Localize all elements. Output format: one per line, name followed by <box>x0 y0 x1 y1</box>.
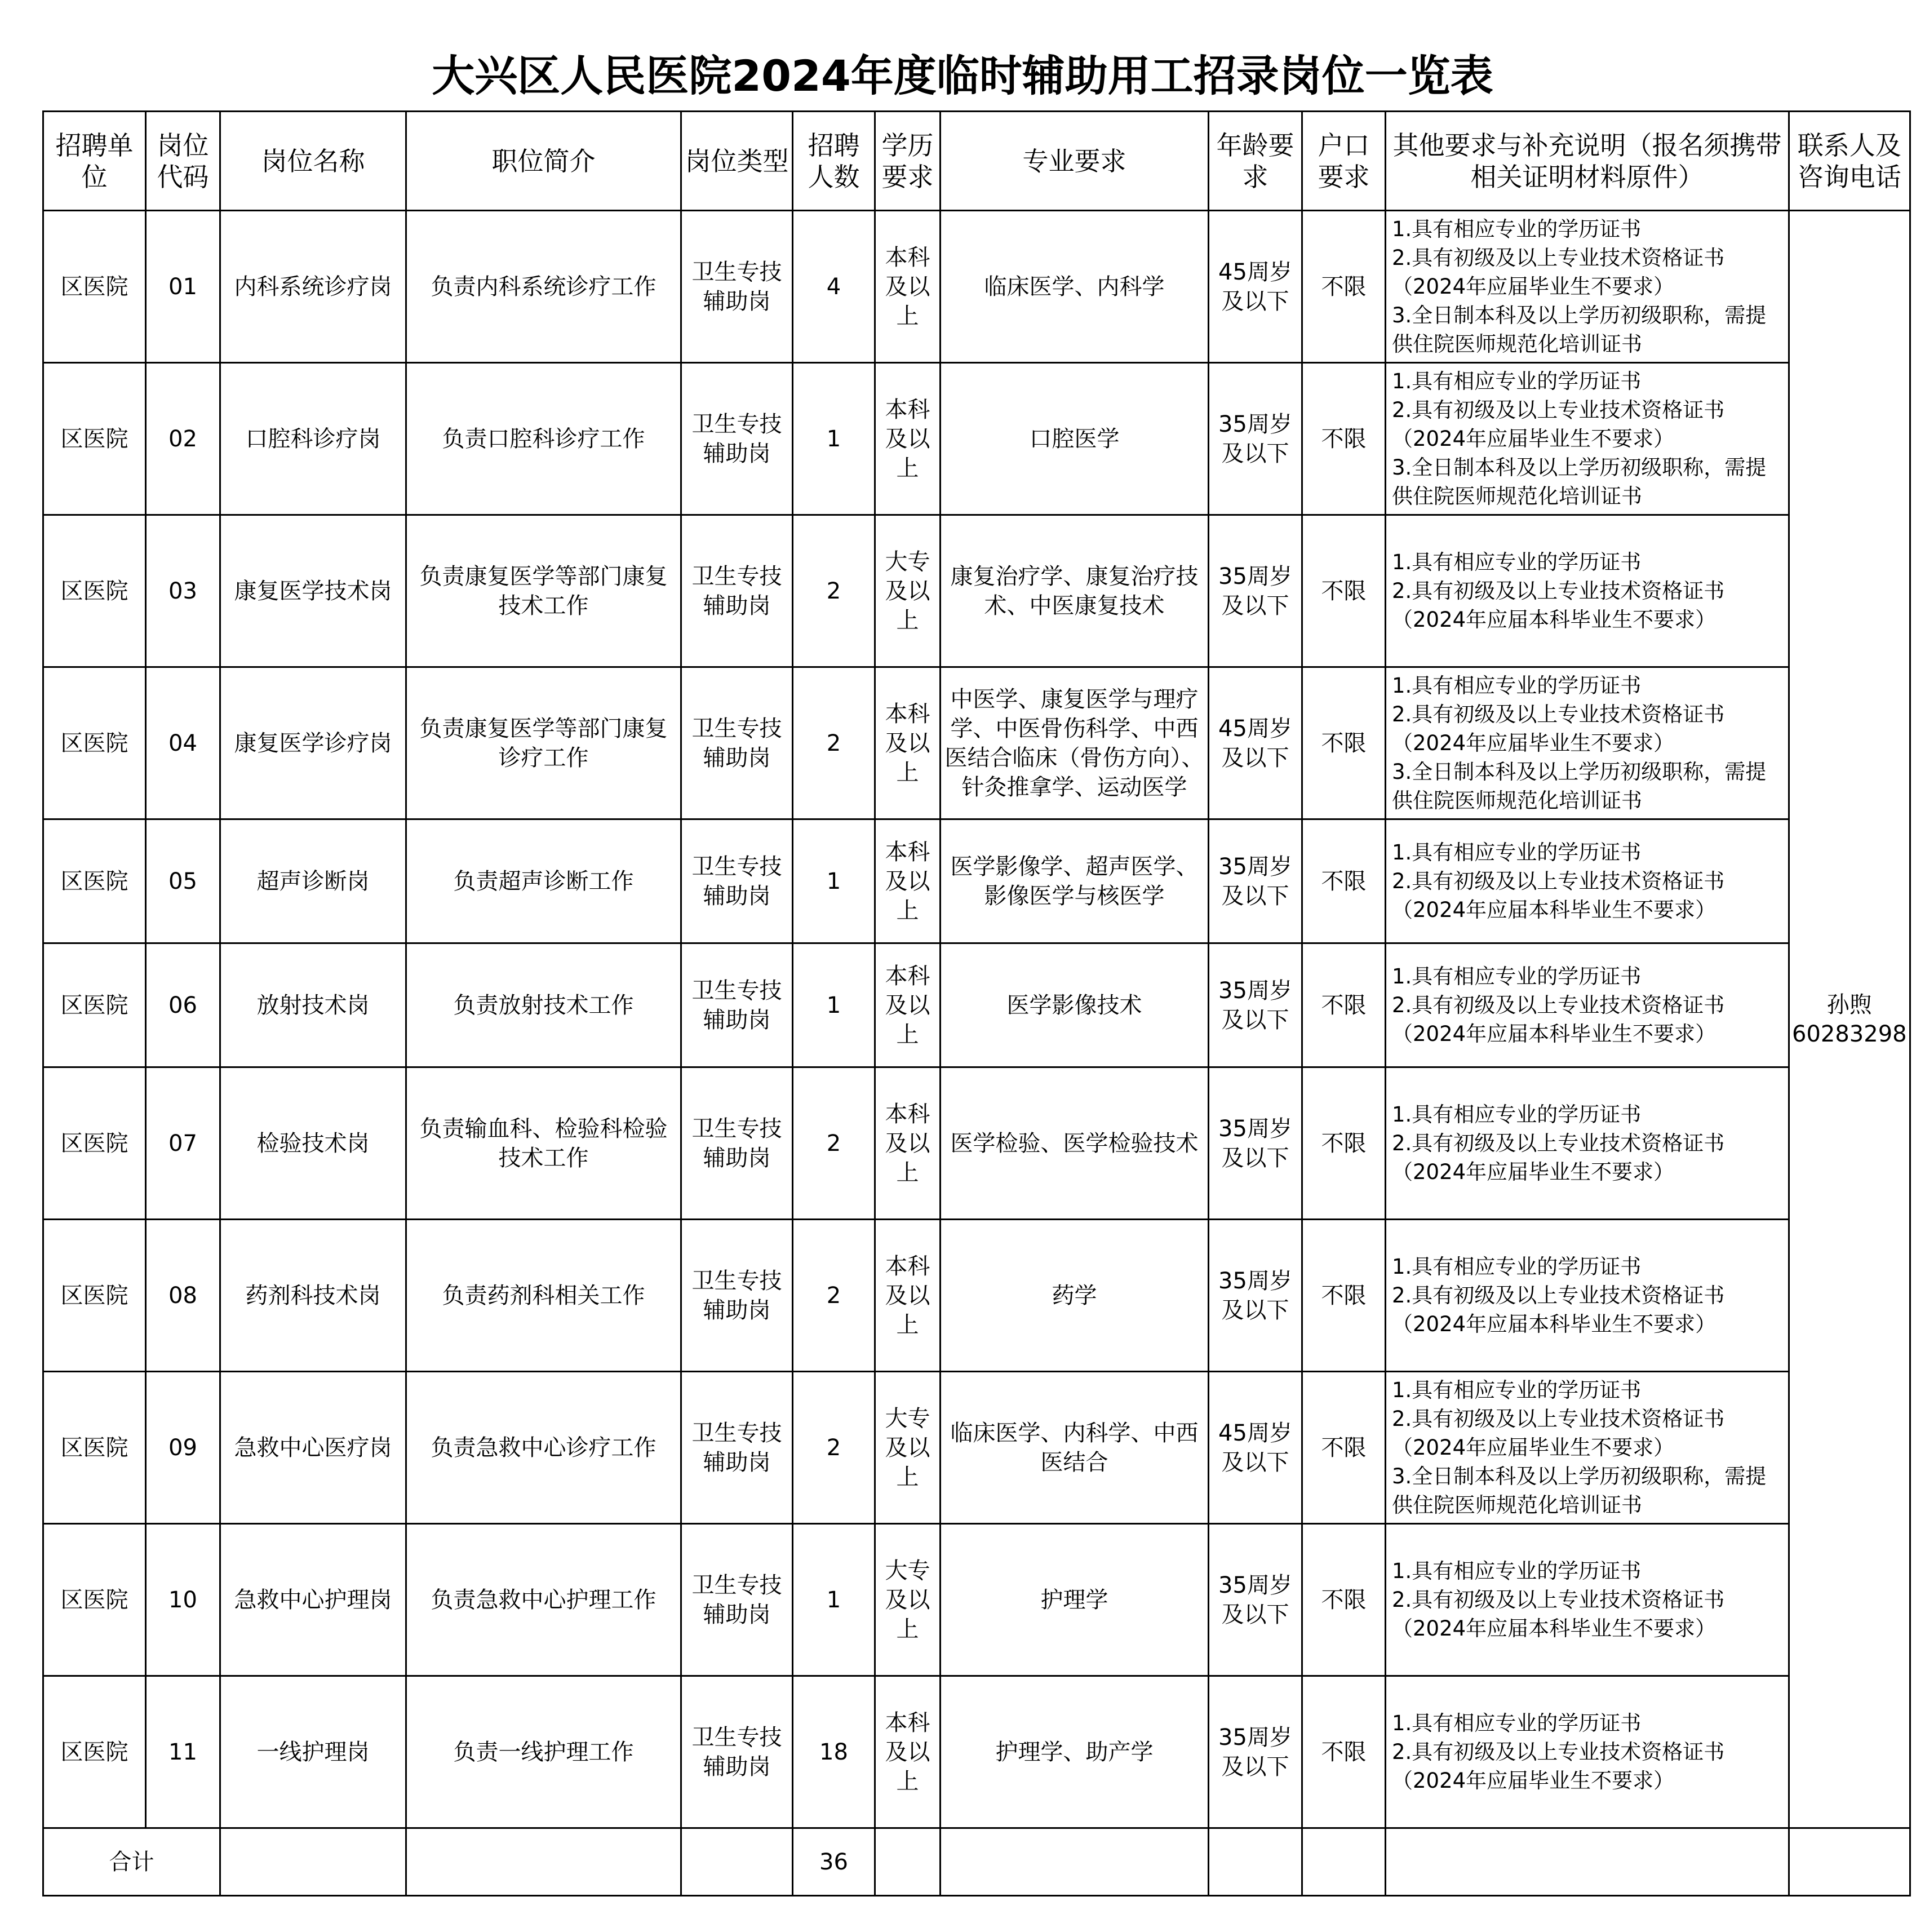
cell-count: 1 <box>793 363 875 515</box>
cell-desc: 负责急救中心诊疗工作 <box>406 1372 681 1524</box>
cell-count: 2 <box>793 515 875 667</box>
contact-cell <box>1789 211 1910 1828</box>
cell-notes: 1.具有相应专业的学历证书 2.具有初级及以上专业技术资格证书（2024年应届毕业生不要求） <box>1386 1676 1789 1828</box>
page-title: 大兴区人民医院2024年度临时辅助用工招录岗位一览表 <box>432 51 1493 101</box>
table-row <box>43 1524 1910 1676</box>
cell-edu: 本科及以上 <box>875 363 941 515</box>
cell-count: 4 <box>793 211 875 363</box>
cell-age: 35周岁及以下 <box>1209 363 1302 515</box>
cell-type: 卫生专技辅助岗 <box>681 1372 793 1524</box>
cell-name: 康复医学技术岗 <box>220 515 406 667</box>
cell-hukou: 不限 <box>1302 211 1386 363</box>
cell-age: 45周岁及以下 <box>1209 667 1302 819</box>
column-header: 岗位类型 <box>681 112 793 211</box>
cell-desc: 负责康复医学等部门康复技术工作 <box>406 515 681 667</box>
cell-hukou: 不限 <box>1302 1067 1386 1220</box>
cell-type: 卫生专技辅助岗 <box>681 943 793 1067</box>
cell-notes: 1.具有相应专业的学历证书 2.具有初级及以上专业技术资格证书（2024年应届毕业生不要求） 3.全日制本科及以上学历初级职称，需提供住院医师规范化培训证书 <box>1386 1372 1789 1524</box>
cell-code: 01 <box>146 211 220 363</box>
cell-desc: 负责康复医学等部门康复诊疗工作 <box>406 667 681 819</box>
cell-code: 08 <box>146 1220 220 1372</box>
cell-desc: 负责药剂科相关工作 <box>406 1220 681 1372</box>
cell-major: 康复治疗学、康复治疗技术、中医康复技术 <box>941 515 1209 667</box>
cell-major: 护理学、助产学 <box>941 1676 1209 1828</box>
cell-notes: 1.具有相应专业的学历证书 2.具有初级及以上专业技术资格证书（2024年应届本科毕业生不要求） <box>1386 1524 1789 1676</box>
cell-count: 2 <box>793 1067 875 1220</box>
cell-name: 放射技术岗 <box>220 943 406 1067</box>
cell-notes: 1.具有相应专业的学历证书 2.具有初级及以上专业技术资格证书（2024年应届毕业生不要求） 3.全日制本科及以上学历初级职称，需提供住院医师规范化培训证书 <box>1386 667 1789 819</box>
table-row <box>43 1067 1910 1220</box>
cell-desc: 负责一线护理工作 <box>406 1676 681 1828</box>
cell-type: 卫生专技辅助岗 <box>681 1524 793 1676</box>
table-row <box>43 819 1910 943</box>
cell-hukou: 不限 <box>1302 667 1386 819</box>
cell-type: 卫生专技辅助岗 <box>681 363 793 515</box>
column-header: 其他要求与补充说明（报名须携带相关证明材料原件） <box>1386 112 1789 211</box>
cell-desc: 负责超声诊断工作 <box>406 819 681 943</box>
cell-edu: 本科及以上 <box>875 211 941 363</box>
cell-code: 06 <box>146 943 220 1067</box>
cell-edu: 大专及以上 <box>875 1372 941 1524</box>
cell-notes: 1.具有相应专业的学历证书 2.具有初级及以上专业技术资格证书（2024年应届本科毕业生不要求） <box>1386 819 1789 943</box>
cell-desc: 负责急救中心护理工作 <box>406 1524 681 1676</box>
cell-count: 2 <box>793 1372 875 1524</box>
cell-notes: 1.具有相应专业的学历证书 2.具有初级及以上专业技术资格证书（2024年应届本科毕业生不要求） <box>1386 515 1789 667</box>
cell-unit: 区医院 <box>43 1067 146 1220</box>
cell-code: 02 <box>146 363 220 515</box>
cell-name: 急救中心医疗岗 <box>220 1372 406 1524</box>
column-header: 职位简介 <box>406 112 681 211</box>
column-header: 岗位名称 <box>220 112 406 211</box>
cell-major: 医学影像技术 <box>941 943 1209 1067</box>
cell-age: 35周岁及以下 <box>1209 1676 1302 1828</box>
cell-notes: 1.具有相应专业的学历证书 2.具有初级及以上专业技术资格证书（2024年应届本科毕业生不要求） <box>1386 1220 1789 1372</box>
table-row <box>43 363 1910 515</box>
column-header: 招聘单位 <box>43 112 146 211</box>
cell-edu: 本科及以上 <box>875 1676 941 1828</box>
table-row <box>43 1220 1910 1372</box>
cell-code: 09 <box>146 1372 220 1524</box>
cell-hukou: 不限 <box>1302 1220 1386 1372</box>
cell-code: 04 <box>146 667 220 819</box>
cell-unit: 区医院 <box>43 1676 146 1828</box>
cell-unit: 区医院 <box>43 943 146 1067</box>
cell-edu: 大专及以上 <box>875 515 941 667</box>
cell-age: 45周岁及以下 <box>1209 1372 1302 1524</box>
cell-edu: 本科及以上 <box>875 1067 941 1220</box>
cell-major: 医学检验、医学检验技术 <box>941 1067 1209 1220</box>
cell-type: 卫生专技辅助岗 <box>681 1676 793 1828</box>
cell-age: 35周岁及以下 <box>1209 1524 1302 1676</box>
table-row <box>43 1372 1910 1524</box>
cell-name: 康复医学诊疗岗 <box>220 667 406 819</box>
cell-name: 一线护理岗 <box>220 1676 406 1828</box>
cell-age: 35周岁及以下 <box>1209 1220 1302 1372</box>
cell-code: 05 <box>146 819 220 943</box>
column-header: 岗位代码 <box>146 112 220 211</box>
cell-desc: 负责口腔科诊疗工作 <box>406 363 681 515</box>
cell-hukou: 不限 <box>1302 1372 1386 1524</box>
cell-count: 1 <box>793 819 875 943</box>
cell-age: 35周岁及以下 <box>1209 1067 1302 1220</box>
cell-major: 临床医学、内科学 <box>941 211 1209 363</box>
cell-edu: 本科及以上 <box>875 667 941 819</box>
table-row <box>43 1676 1910 1828</box>
cell-type: 卫生专技辅助岗 <box>681 515 793 667</box>
cell-code: 10 <box>146 1524 220 1676</box>
cell-age: 35周岁及以下 <box>1209 819 1302 943</box>
cell-code: 03 <box>146 515 220 667</box>
cell-edu: 本科及以上 <box>875 819 941 943</box>
cell-desc: 负责内科系统诊疗工作 <box>406 211 681 363</box>
cell-name: 口腔科诊疗岗 <box>220 363 406 515</box>
cell-name: 检验技术岗 <box>220 1067 406 1220</box>
cell-hukou: 不限 <box>1302 1676 1386 1828</box>
cell-type: 卫生专技辅助岗 <box>681 819 793 943</box>
cell-unit: 区医院 <box>43 363 146 515</box>
table-row <box>43 667 1910 819</box>
cell-count: 18 <box>793 1676 875 1828</box>
column-header: 招聘人数 <box>793 112 875 211</box>
cell-notes: 1.具有相应专业的学历证书 2.具有初级及以上专业技术资格证书（2024年应届毕业生不要求） <box>1386 1067 1789 1220</box>
table-row <box>43 211 1910 363</box>
total-count: 36 <box>793 1828 875 1896</box>
cell-desc: 负责放射技术工作 <box>406 943 681 1067</box>
cell-code: 11 <box>146 1676 220 1828</box>
cell-unit: 区医院 <box>43 211 146 363</box>
cell-hukou: 不限 <box>1302 515 1386 667</box>
cell-type: 卫生专技辅助岗 <box>681 211 793 363</box>
column-header: 学历要求 <box>875 112 941 211</box>
column-header: 年龄要求 <box>1209 112 1302 211</box>
cell-hukou: 不限 <box>1302 1524 1386 1676</box>
cell-age: 35周岁及以下 <box>1209 515 1302 667</box>
cell-unit: 区医院 <box>43 1220 146 1372</box>
column-header: 户口要求 <box>1302 112 1386 211</box>
cell-name: 急救中心护理岗 <box>220 1524 406 1676</box>
cell-major: 中医学、康复医学与理疗学、中医骨伤科学、中西医结合临床（骨伤方向）、针灸推拿学、运动医学 <box>941 667 1209 819</box>
contact-phone: 60283298 <box>1792 1021 1907 1047</box>
cell-major: 临床医学、内科学、中西医结合 <box>941 1372 1209 1524</box>
cell-edu: 本科及以上 <box>875 1220 941 1372</box>
cell-count: 1 <box>793 1524 875 1676</box>
table-row <box>43 943 1910 1067</box>
cell-hukou: 不限 <box>1302 819 1386 943</box>
cell-notes: 1.具有相应专业的学历证书 2.具有初级及以上专业技术资格证书（2024年应届毕业生不要求） 3.全日制本科及以上学历初级职称，需提供住院医师规范化培训证书 <box>1386 363 1789 515</box>
cell-notes: 1.具有相应专业的学历证书 2.具有初级及以上专业技术资格证书（2024年应届本科毕业生不要求） <box>1386 943 1789 1067</box>
cell-type: 卫生专技辅助岗 <box>681 1220 793 1372</box>
contact-name: 孙煦 <box>1826 991 1872 1018</box>
total-row <box>43 1828 1910 1896</box>
total-label: 合计 <box>43 1828 220 1896</box>
column-header: 专业要求 <box>941 112 1209 211</box>
cell-code: 07 <box>146 1067 220 1220</box>
cell-count: 2 <box>793 1220 875 1372</box>
cell-name: 药剂科技术岗 <box>220 1220 406 1372</box>
cell-desc: 负责输血科、检验科检验技术工作 <box>406 1067 681 1220</box>
cell-major: 护理学 <box>941 1524 1209 1676</box>
cell-notes: 1.具有相应专业的学历证书 2.具有初级及以上专业技术资格证书（2024年应届毕业生不要求） 3.全日制本科及以上学历初级职称，需提供住院医师规范化培训证书 <box>1386 211 1789 363</box>
cell-unit: 区医院 <box>43 1524 146 1676</box>
positions-table <box>42 110 1911 1896</box>
cell-unit: 区医院 <box>43 667 146 819</box>
cell-name: 超声诊断岗 <box>220 819 406 943</box>
cell-hukou: 不限 <box>1302 943 1386 1067</box>
cell-major: 药学 <box>941 1220 1209 1372</box>
cell-count: 2 <box>793 667 875 819</box>
cell-type: 卫生专技辅助岗 <box>681 1067 793 1220</box>
cell-unit: 区医院 <box>43 515 146 667</box>
cell-edu: 大专及以上 <box>875 1524 941 1676</box>
cell-age: 45周岁及以下 <box>1209 211 1302 363</box>
cell-count: 1 <box>793 943 875 1067</box>
cell-edu: 本科及以上 <box>875 943 941 1067</box>
column-header: 联系人及咨询电话 <box>1789 112 1910 211</box>
cell-age: 35周岁及以下 <box>1209 943 1302 1067</box>
cell-major: 医学影像学、超声医学、影像医学与核医学 <box>941 819 1209 943</box>
cell-unit: 区医院 <box>43 1372 146 1524</box>
cell-type: 卫生专技辅助岗 <box>681 667 793 819</box>
cell-name: 内科系统诊疗岗 <box>220 211 406 363</box>
cell-major: 口腔医学 <box>941 363 1209 515</box>
cell-unit: 区医院 <box>43 819 146 943</box>
table-row <box>43 515 1910 667</box>
header-row <box>43 112 1910 211</box>
cell-hukou: 不限 <box>1302 363 1386 515</box>
